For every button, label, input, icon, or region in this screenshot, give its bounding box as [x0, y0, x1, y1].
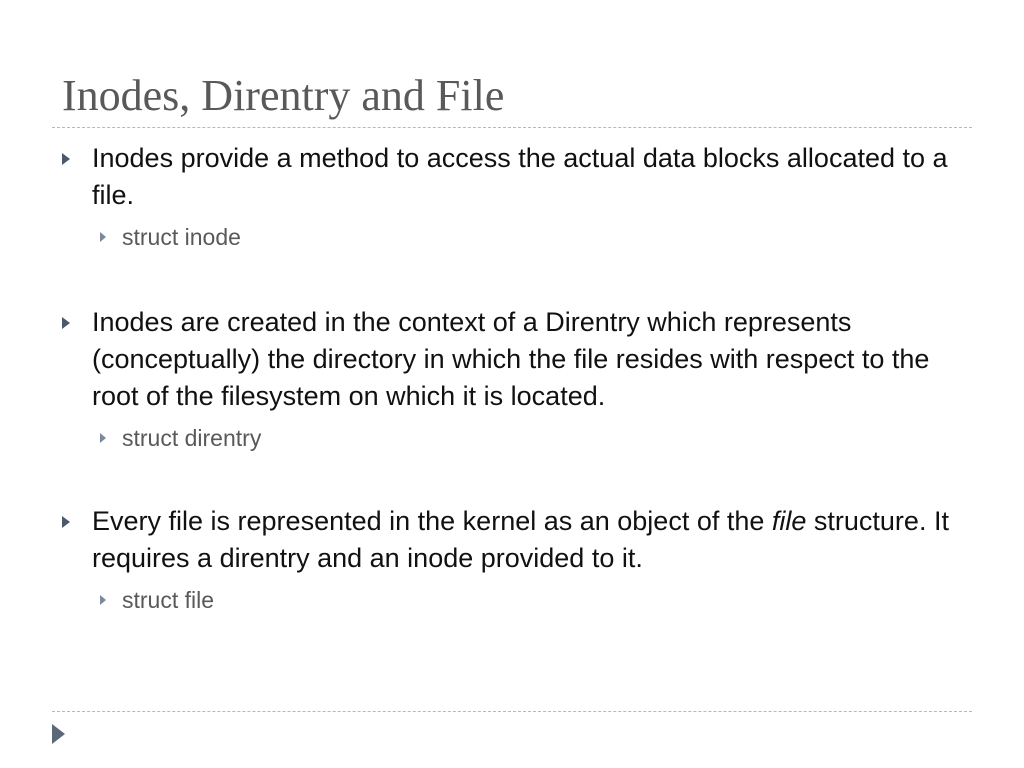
slide-content — [56, 140, 956, 615]
bullet-group-3 — [56, 503, 956, 615]
play-triangle-icon[interactable] — [52, 724, 65, 744]
bullet-item — [56, 304, 956, 415]
bullet-text: Inodes are created in the context of a Direntry which represents (conceptually) the directory in which the file resides with respect to the root of the filesystem on which it is located. — [92, 307, 930, 411]
footer-divider — [52, 711, 972, 712]
sub-bullet-text: struct direntry — [122, 425, 262, 451]
bullet-text-after: structure. It requires a direntry and an inode provided to it. — [92, 506, 949, 573]
bullet-text-before: Every file is represented in the kernel as an object of the — [92, 506, 772, 536]
sub-bullet-item — [92, 423, 956, 453]
sub-bullet-item — [92, 222, 956, 252]
bullet-text: Inodes provide a method to access the actual data blocks allocated to a file. — [92, 143, 948, 210]
bullet-group-2 — [56, 304, 956, 453]
triangle-right-icon — [62, 317, 70, 329]
triangle-right-icon — [62, 516, 70, 528]
bullet-item — [56, 140, 956, 214]
triangle-right-icon — [100, 433, 106, 443]
slide-title: Inodes, Direntry and File — [62, 71, 505, 120]
sub-bullet-text: struct file — [122, 587, 215, 613]
bullet-text-emphasis: file — [771, 506, 807, 536]
triangle-right-icon — [100, 232, 106, 242]
sub-bullet-text: struct inode — [122, 224, 241, 250]
title-divider — [52, 127, 972, 128]
triangle-right-icon — [100, 595, 106, 605]
triangle-right-icon — [62, 153, 70, 165]
bullet-group-1 — [56, 140, 956, 252]
bullet-item — [56, 503, 956, 577]
sub-bullet-item — [92, 585, 956, 615]
